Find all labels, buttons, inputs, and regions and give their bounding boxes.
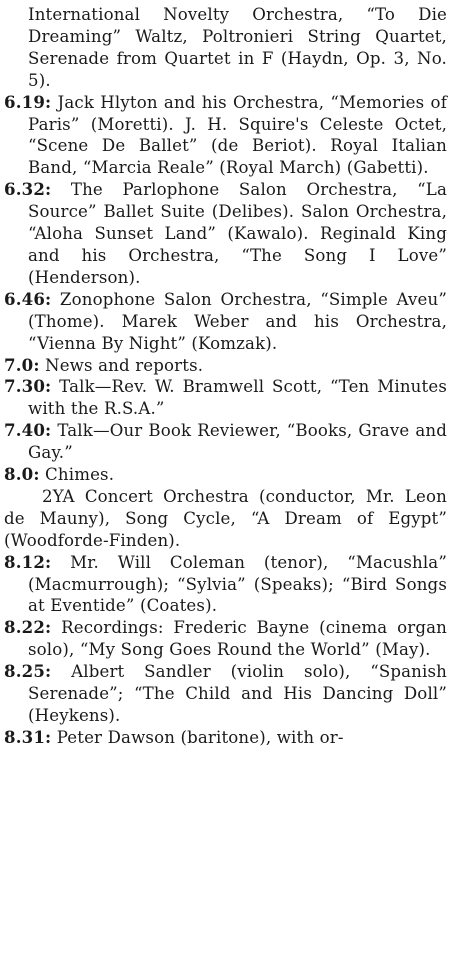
programme-entry: [4, 355, 447, 377]
programme-entry: [4, 420, 447, 464]
entry-text: Zonophone Salon Orchestra, “Simple Aveu” (Thome). Marek Weber and his Orchestra, “Vienna By Night” (Komzak).: [28, 289, 447, 353]
entry-time: 6.32:: [4, 179, 52, 200]
programme-entry: [4, 552, 447, 618]
programme-entry: [4, 464, 447, 486]
entry-text: International Novelty Orchestra, “To Die Dreaming” Waltz, Poltronieri String Quartet, Serenade from Quartet in F (Haydn, Op. 3, No. 5).: [28, 5, 447, 90]
programme-entry: [4, 661, 447, 727]
entry-text: Talk—Rev. W. Bramwell Scott, “Ten Minutes with the R.S.A.”: [28, 377, 447, 419]
programme-entry: [4, 179, 447, 289]
entry-time: 6.46:: [4, 288, 52, 309]
programme-entry-continuation: [4, 4, 447, 92]
entry-time: 7.30:: [4, 376, 52, 397]
entry-time: 8.0:: [4, 464, 40, 485]
programme-entry: [4, 617, 447, 661]
programme-entry: [4, 727, 447, 749]
entry-text: Albert Sandler (violin solo), “Spanish Serenade”; “The Child and His Dancing Doll” (Heykens).: [28, 662, 447, 725]
programme-entry: [4, 376, 447, 420]
entry-time: 7.40:: [4, 420, 52, 441]
entry-time: 6.19:: [4, 91, 52, 112]
entry-text: Recordings: Frederic Bayne (cinema organ solo), “My Song Goes Round the World” (May).: [28, 618, 447, 660]
entry-text: Mr. Will Coleman (tenor), “Macushla” (Macmurrough); “Sylvia” (Speaks); “Bird Songs at Eventide” (Coates).: [28, 552, 447, 616]
entry-time: 7.0:: [4, 354, 40, 375]
entry-text: News and reports.: [45, 355, 204, 375]
entry-text: Peter Dawson (baritone), with or-: [56, 727, 344, 747]
programme-entry-paragraph: [4, 486, 447, 552]
entry-text: Talk—Our Book Reviewer, “Books, Grave and Gay.”: [28, 421, 447, 463]
entry-text: 2YA Concert Orchestra (conductor, Mr. Leon de Mauny), Song Cycle, “A Dream of Egypt” (Woodforde-Finden).: [4, 486, 447, 550]
radio-programme-column: [4, 4, 447, 749]
entry-time: 8.12:: [4, 551, 52, 572]
entry-time: 8.25:: [4, 661, 52, 682]
entry-time: 8.31:: [4, 726, 52, 747]
entry-text: Chimes.: [45, 465, 115, 485]
entry-text: The Parlophone Salon Orchestra, “La Source” Ballet Suite (Delibes). Salon Orchestra, “Aloha Sunset Land” (Kawalo). Reginald King and his Orchestra, “The Song I Love” (Henderson).: [28, 180, 447, 287]
programme-entry: [4, 92, 447, 180]
entry-time: 8.22:: [4, 617, 52, 638]
programme-entry: [4, 289, 447, 355]
entry-text: Jack Hlyton and his Orchestra, “Memories of Paris” (Moretti). J. H. Squire's Celeste Octet, “Scene De Ballet” (de Beriot). Royal Italian Band, “Marcia Reale” (Royal March) (Gabetti).: [28, 92, 447, 178]
